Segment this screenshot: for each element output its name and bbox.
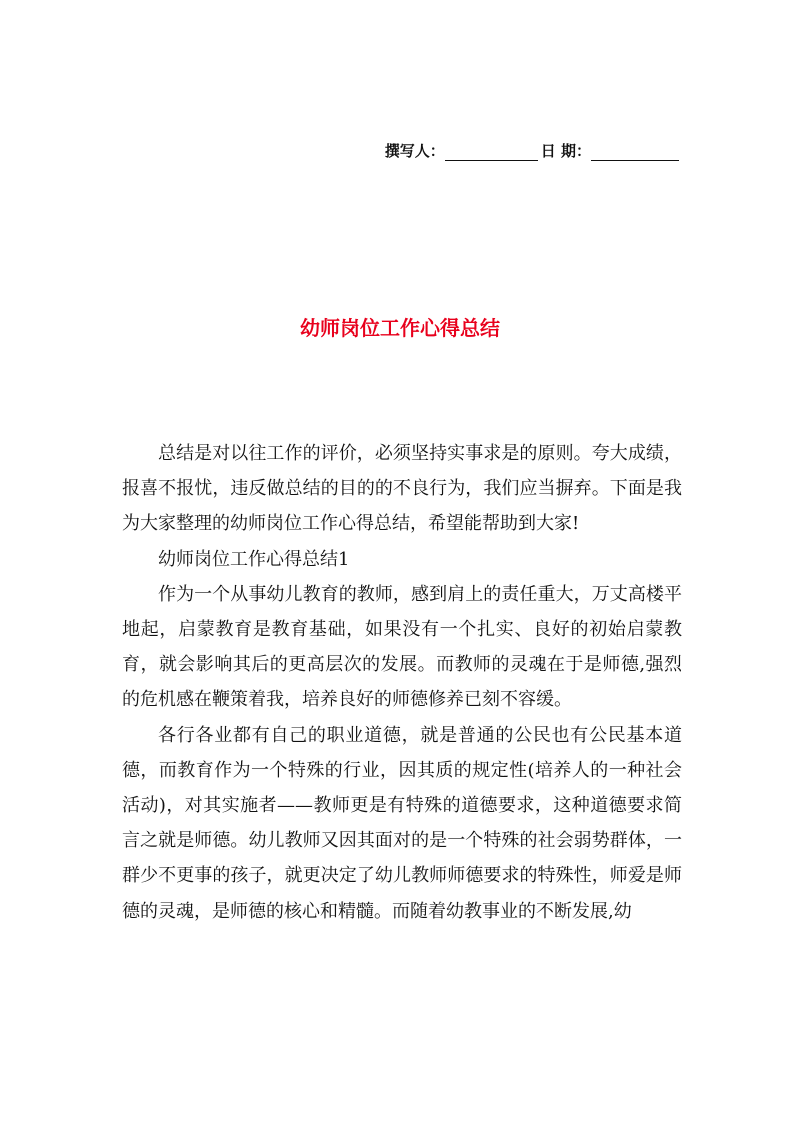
document-title: 幼师岗位工作心得总结 [300,316,500,340]
intro-paragraph: 总结是对以往工作的评价，必须坚持实事求是的原则。夸大成绩，报喜不报忧，违反做总结的目的的不良行为，我们应当摒弃。下面是我为大家整理的幼师岗位工作心得总结，希望能帮助到大家! [122,443,682,535]
document-body [122,436,682,929]
author-date-line [385,140,679,161]
body-paragraph: 各行各业都有自己的职业道德，就是普通的公民也有公民基本道德，而教育作为一个特殊的行业，因其质的规定性(培养人的一种社会活动)，对其实施者——教师更是有特殊的道德要求，这种道德要求简言之就是师德。幼儿教师又因其面对的是一个特殊的社会弱势群体，一群少不更事的孩子，就更决定了幼儿教师师德要求的特殊性，师爱是师德的灵魂，是师德的核心和精髓。而随着幼教事业的不断发展,幼 [122,724,682,922]
author-label: 撰写人： [384,142,445,160]
author-blank [445,143,538,161]
body-paragraph: 作为一个从事幼儿教育的教师，感到肩上的责任重大，万丈高楼平地起，启蒙教育是教育基础，如果没有一个扎实、良好的初始启蒙教育，就会影响其后的更高层次的发展。而教师的灵魂在于是师德,强烈的危机感在鞭策着我，培养良好的师德修养已刻不容缓。 [122,583,682,711]
date-label: 日 期： [540,142,591,160]
date-blank [591,143,679,161]
section-heading: 幼师岗位工作心得总结1 [158,548,350,570]
